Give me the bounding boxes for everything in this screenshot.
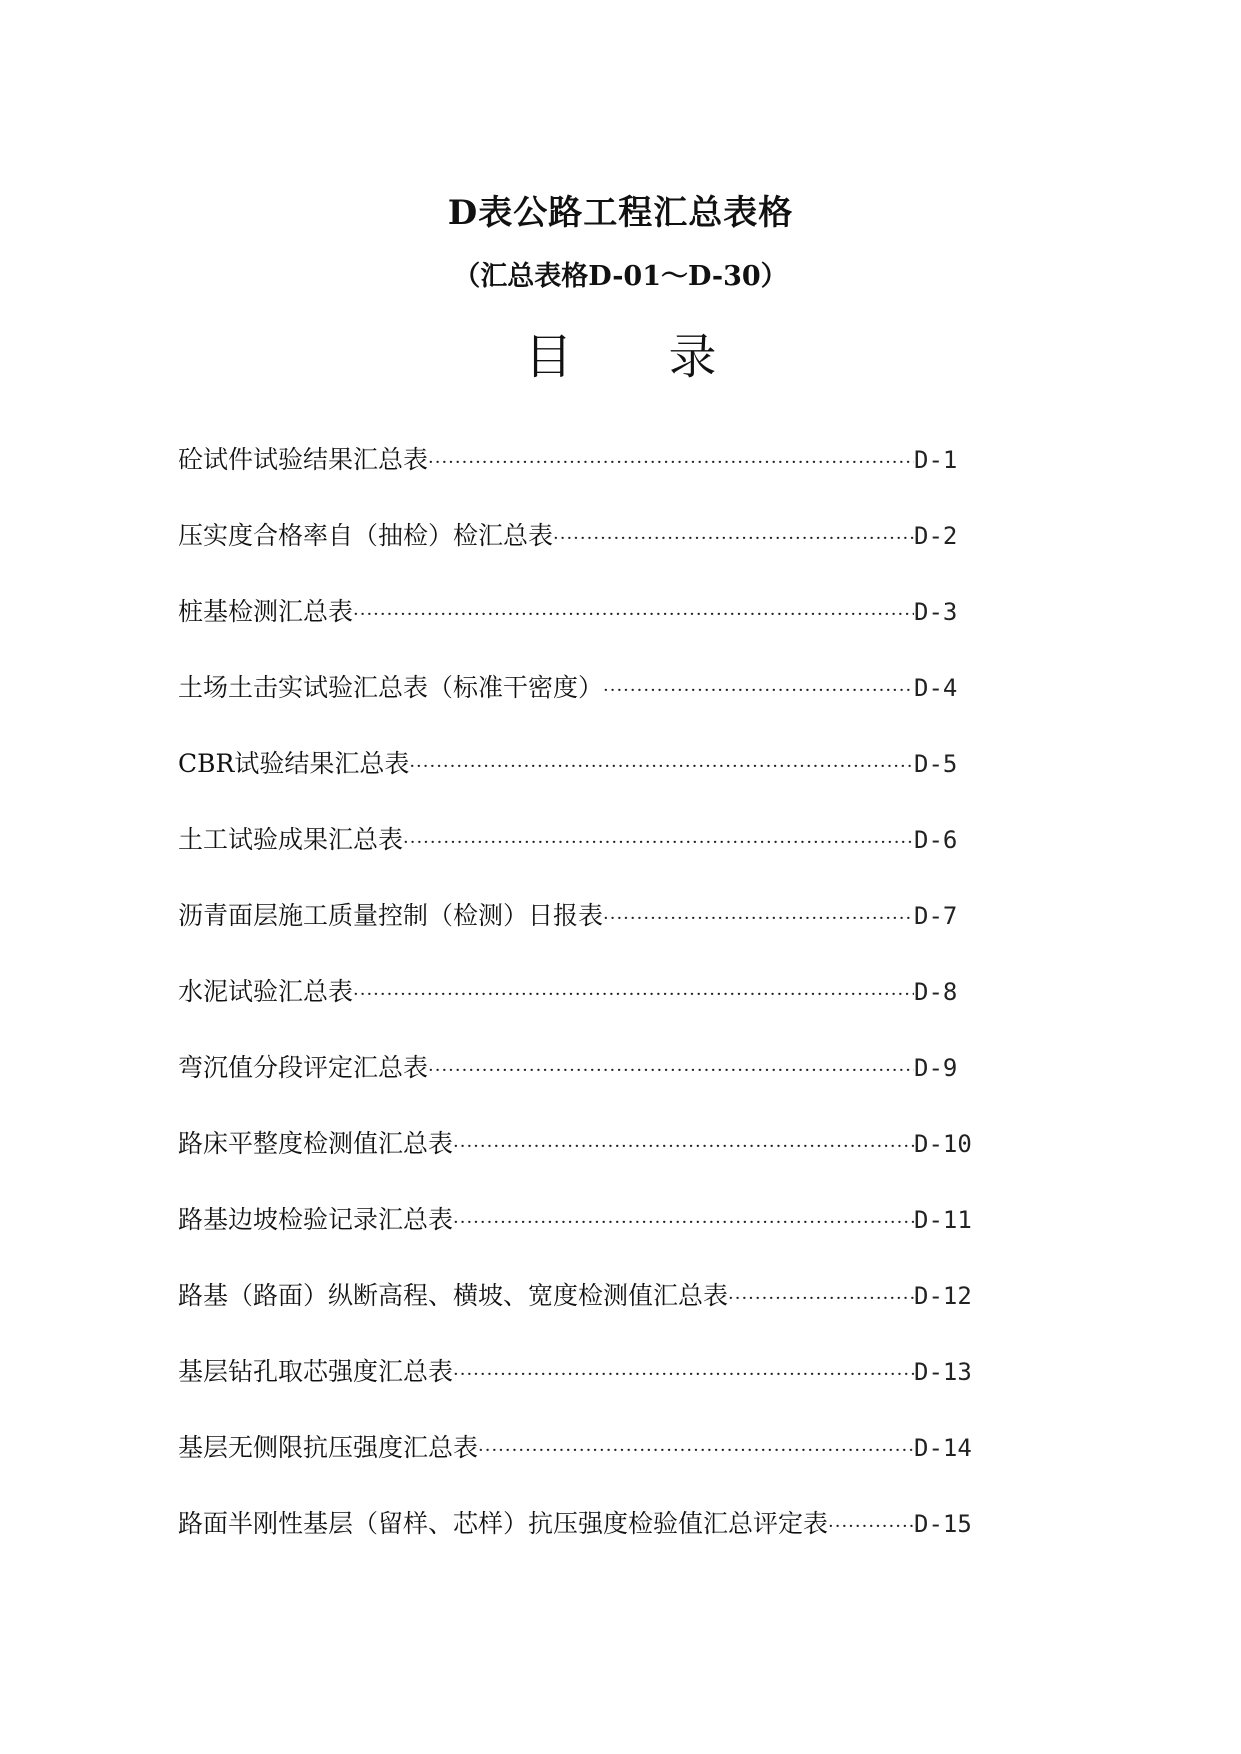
toc-leader-dots	[453, 1360, 914, 1390]
toc-heading-char-1: 目	[524, 329, 573, 385]
toc-item-page: D-1	[914, 446, 958, 474]
toc-item-label: 沥青面层施工质量控制（检测）日报表	[178, 901, 604, 930]
toc-leader-dots	[553, 524, 914, 554]
toc-item[interactable]	[178, 749, 978, 825]
toc-item-label: 路基（路面）纵断高程、横坡、宽度检测值汇总表	[178, 1281, 729, 1310]
toc-item-page: D-10	[914, 1130, 972, 1158]
toc-item-page: D-7	[914, 902, 958, 930]
toc-item[interactable]	[178, 1281, 978, 1357]
toc-item-page: D-4	[914, 674, 958, 702]
toc-heading-char-2: 录	[668, 329, 717, 385]
toc-item-page: D-11	[914, 1206, 972, 1234]
toc-item[interactable]	[178, 1205, 978, 1281]
toc-item[interactable]	[178, 977, 978, 1053]
toc-item-page: D-2	[914, 522, 958, 550]
toc-item-page: D-13	[914, 1358, 972, 1386]
toc-item[interactable]	[178, 673, 978, 749]
toc-leader-dots	[603, 676, 914, 706]
toc-leader-dots	[353, 980, 914, 1010]
toc-leader-dots	[353, 600, 914, 630]
toc-item-page: D-14	[914, 1434, 972, 1462]
toc-item-label: 基层无侧限抗压强度汇总表	[178, 1433, 479, 1462]
toc-leader-dots	[428, 1056, 914, 1086]
toc-item-label: CBR试验结果汇总表	[178, 749, 410, 778]
toc-item-page: D-5	[914, 750, 958, 778]
toc-item-page: D-6	[914, 826, 958, 854]
toc-leader-dots	[453, 1132, 914, 1162]
toc-item[interactable]	[178, 901, 978, 977]
toc-item-label: 桩基检测汇总表	[178, 597, 354, 626]
toc-item-page: D-8	[914, 978, 958, 1006]
toc-leader-dots	[478, 1436, 914, 1466]
toc-list	[178, 445, 978, 1585]
toc-item[interactable]	[178, 597, 978, 673]
toc-item-page: D-12	[914, 1282, 972, 1310]
toc-leader-dots	[728, 1284, 914, 1314]
toc-item[interactable]	[178, 445, 978, 521]
toc-item[interactable]	[178, 1053, 978, 1129]
toc-item-page: D-3	[914, 598, 958, 626]
toc-leader-dots	[428, 448, 914, 478]
document-title: D表公路工程汇总表格	[447, 193, 794, 233]
document-subtitle: （汇总表格D-01～D-30）	[453, 261, 788, 292]
toc-item-page: D-9	[914, 1054, 958, 1082]
toc-leader-dots	[453, 1208, 914, 1238]
toc-leader-dots	[403, 828, 914, 858]
toc-heading	[0, 318, 1241, 387]
toc-item-label: 砼试件试验结果汇总表	[178, 445, 429, 474]
toc-item-label: 土场土击实试验汇总表（标准干密度）	[178, 673, 604, 702]
toc-item[interactable]	[178, 1509, 978, 1585]
toc-item-label: 基层钻孔取芯强度汇总表	[178, 1357, 454, 1386]
toc-leader-dots	[409, 752, 914, 782]
toc-item-label: 压实度合格率自（抽检）检汇总表	[178, 521, 554, 550]
toc-item[interactable]	[178, 825, 978, 901]
toc-leader-dots	[828, 1512, 914, 1542]
toc-item-label: 路床平整度检测值汇总表	[178, 1129, 454, 1158]
toc-item[interactable]	[178, 1433, 978, 1509]
toc-item[interactable]	[178, 1129, 978, 1205]
toc-leader-dots	[603, 904, 914, 934]
toc-item-page: D-15	[914, 1510, 972, 1538]
toc-item-label: 路基边坡检验记录汇总表	[178, 1205, 454, 1234]
toc-item[interactable]	[178, 1357, 978, 1433]
toc-item-label: 路面半刚性基层（留样、芯样）抗压强度检验值汇总评定表	[178, 1509, 829, 1538]
toc-item[interactable]	[178, 521, 978, 597]
toc-item-label: 土工试验成果汇总表	[178, 825, 404, 854]
toc-item-label: 水泥试验汇总表	[178, 977, 354, 1006]
toc-item-label: 弯沉值分段评定汇总表	[178, 1053, 429, 1082]
